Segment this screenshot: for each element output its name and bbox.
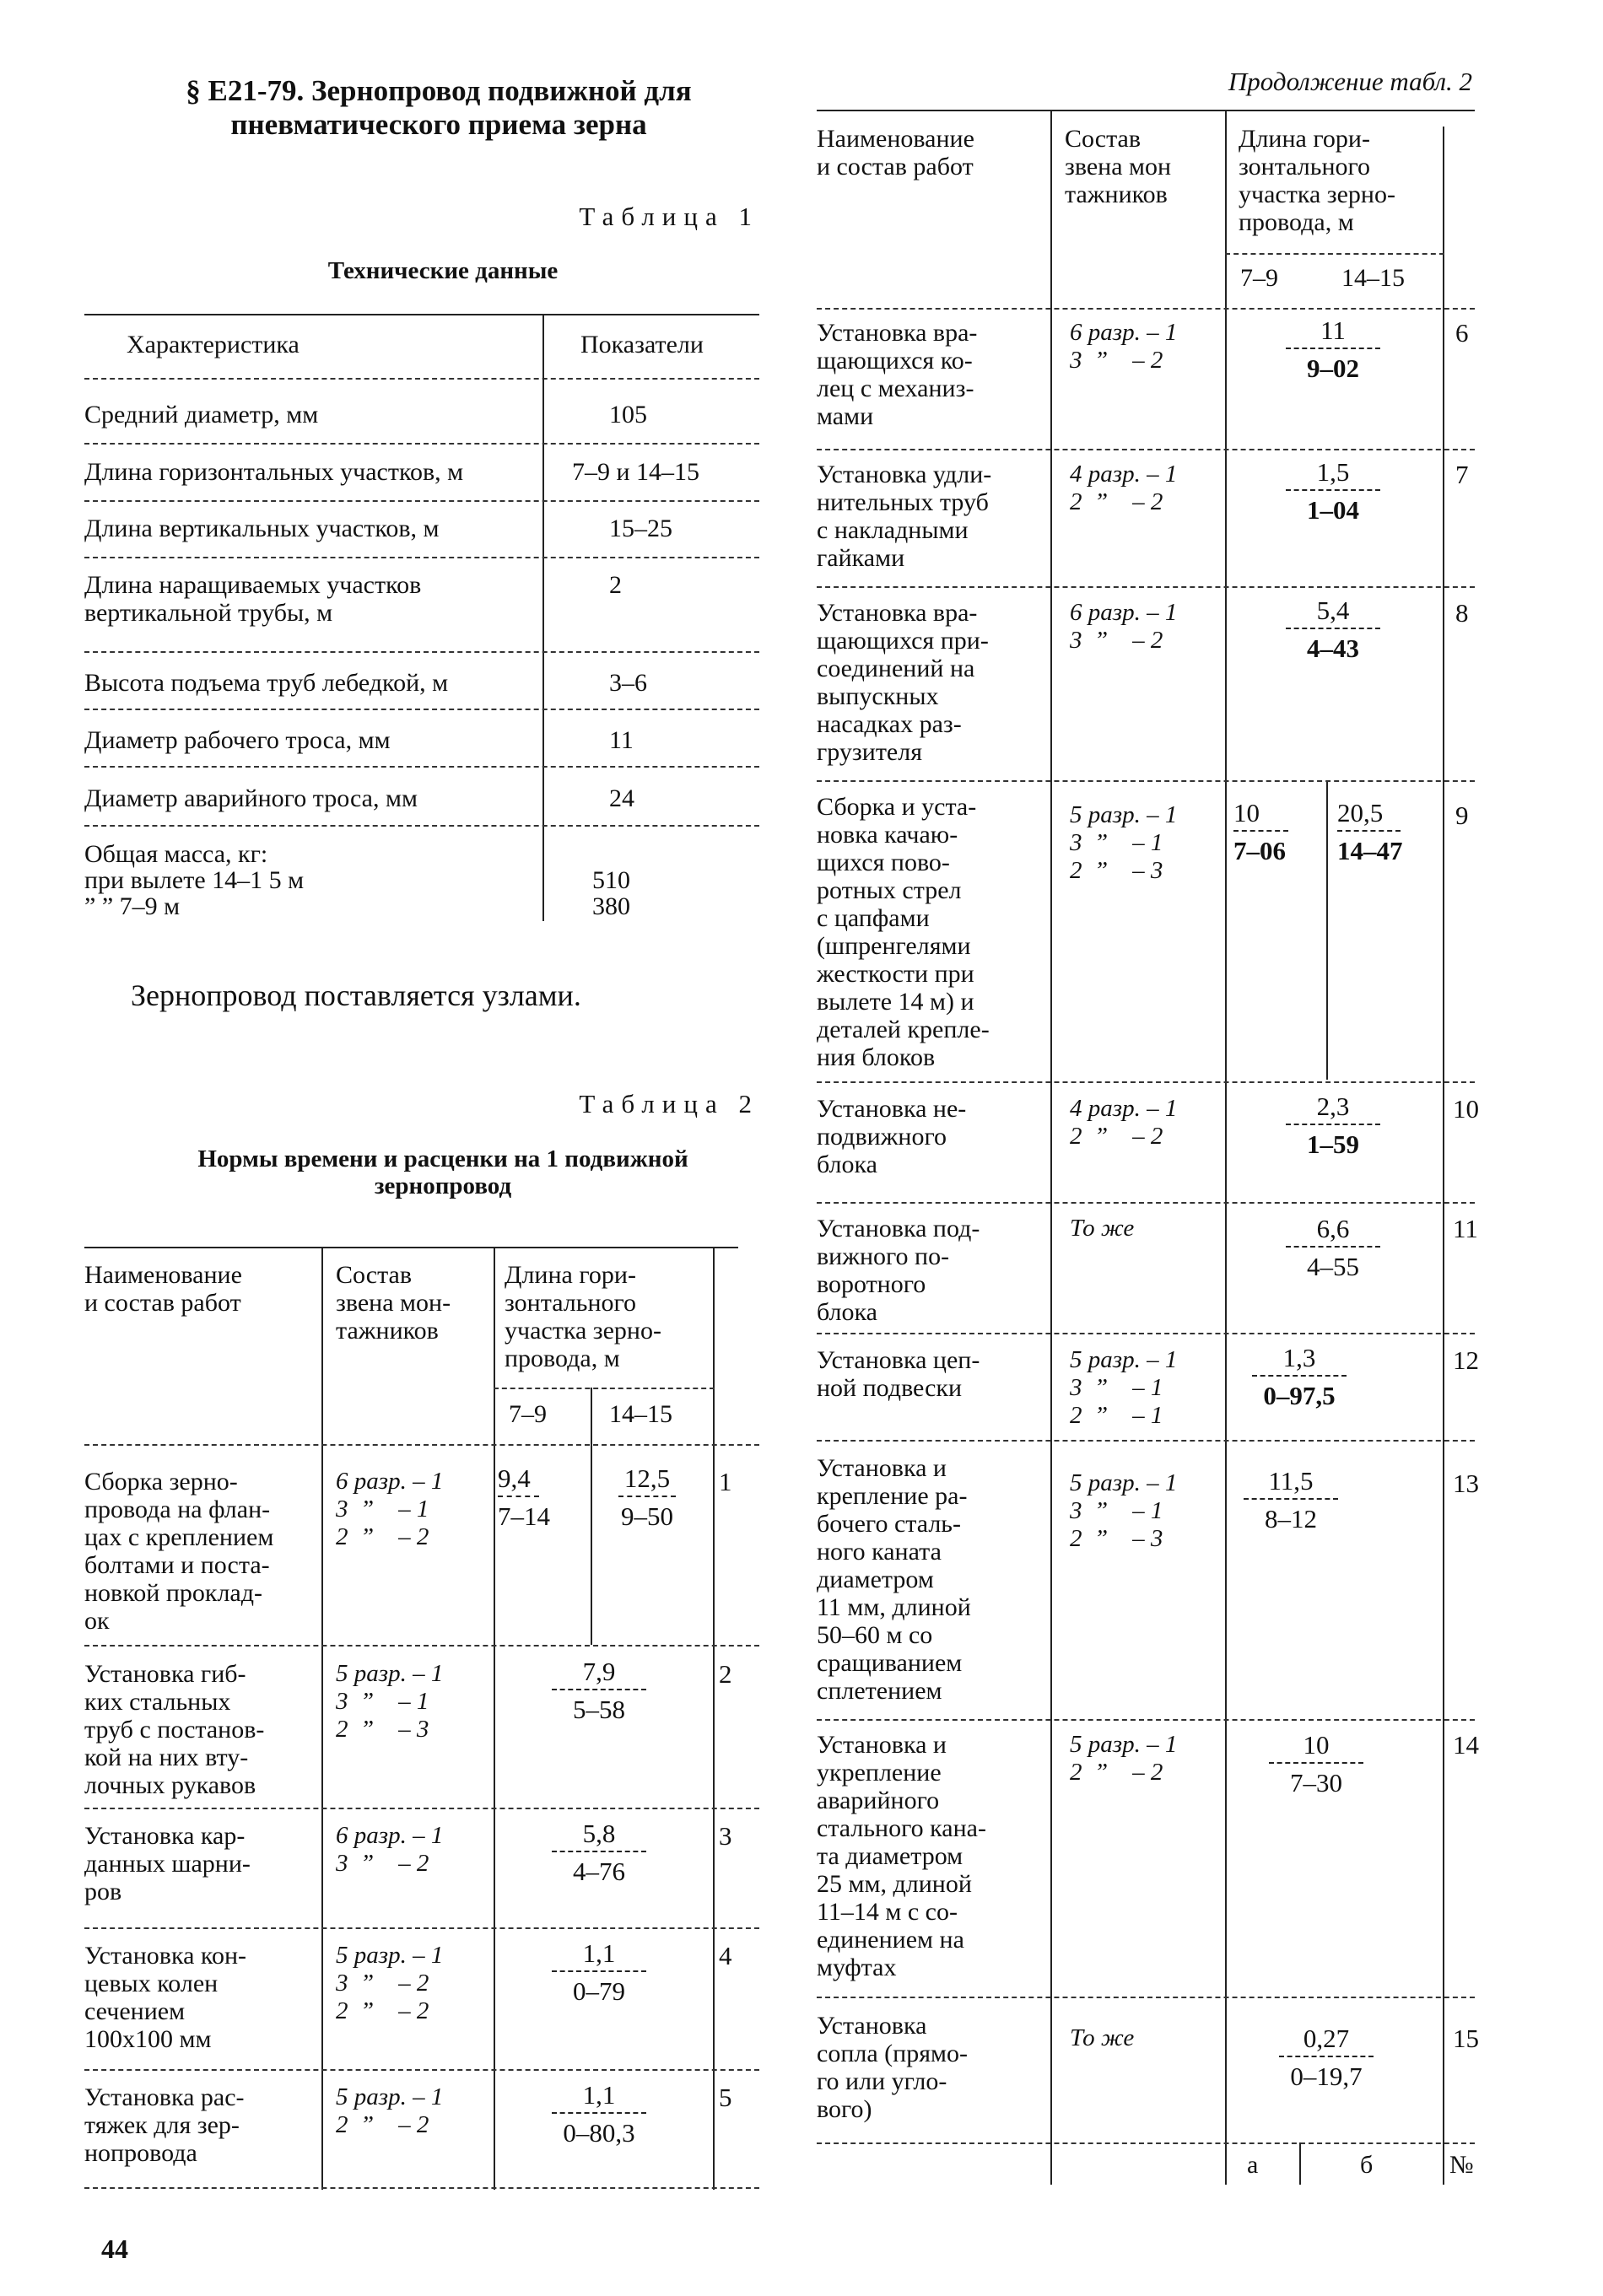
table2-row-norm — [1250, 2024, 1402, 2091]
table1-row-name: Длина горизонтальных участков, м — [84, 458, 464, 486]
table2-row-number: 4 — [719, 1941, 732, 1970]
footer-col-no: № — [1449, 2151, 1474, 2179]
table2-row-crew: 6 разр. – 1 3 ” – 2 — [1070, 599, 1178, 654]
table2-header-length: Длина гори- зонтального участка зерно- провода, м — [505, 1261, 661, 1372]
table2-row-norm-b — [601, 1464, 694, 1531]
norm-hours: 2,3 — [1316, 1091, 1350, 1121]
norm-hours: 5,8 — [582, 1819, 616, 1848]
table2-row-norm-b — [1337, 799, 1434, 865]
table2-cont-header-rule — [817, 308, 1475, 310]
table2-row-crew: 5 разр. – 1 3 ” – 1 2 ” – 3 — [1070, 801, 1178, 884]
table2-top-rule — [84, 1247, 738, 1248]
table2-row-number: 10 — [1453, 1094, 1479, 1124]
table1-row-value: 3–6 — [609, 669, 647, 697]
norm-hours: 10 — [1233, 798, 1260, 827]
table2-row-number: 1 — [719, 1467, 732, 1496]
table2-row-crew: 5 разр. – 1 3 ” – 2 2 ” – 2 — [336, 1942, 444, 2024]
table1-row-name: Средний диаметр, мм — [84, 401, 319, 428]
table2-row-crew: 5 разр. – 1 2 ” – 2 — [336, 2083, 444, 2138]
table2-label: Таблица 2 — [579, 1089, 759, 1118]
norm-hours: 9,4 — [498, 1463, 531, 1493]
table2-row-crew: 6 разр. – 1 3 ” – 2 — [336, 1822, 444, 1877]
continuation-label: Продолжение табл. 2 — [1228, 67, 1472, 96]
table1-row-value: 11 — [609, 726, 634, 754]
table1-row-value: 2 — [609, 571, 622, 599]
table2-cont-divider-sub-a-b — [1326, 780, 1328, 1080]
table1-row-rule — [84, 443, 759, 445]
table2-row-number: 9 — [1455, 800, 1469, 830]
norm-price: 14–47 — [1337, 836, 1403, 865]
table2-cont-row-rule — [817, 1202, 1475, 1204]
norm-hours: 6,6 — [1316, 1214, 1350, 1243]
table2-cont-row-rule — [817, 1997, 1475, 1998]
table1-row-name: Длина вертикальных участков, м — [84, 515, 440, 542]
table2-row-norm — [1257, 1092, 1409, 1159]
table2-row-crew: 5 разр. – 1 2 ” – 2 — [1070, 1731, 1178, 1786]
table2-cont-bottom-rule — [817, 2142, 1475, 2144]
norm-hours: 1,3 — [1282, 1343, 1316, 1372]
table1-row-value: 24 — [609, 784, 634, 812]
table2-row-norm — [523, 1819, 675, 1886]
footer-col-a: а — [1247, 2151, 1259, 2179]
table2-row-number: 2 — [719, 1659, 732, 1689]
table2-row-crew: 5 разр. – 1 3 ” – 1 2 ” – 3 — [336, 1660, 444, 1743]
table2-cont-header-length: Длина гори- зонтального участка зерно- провода, м — [1239, 125, 1395, 236]
norm-price: 7–14 — [498, 1501, 550, 1531]
table2-row-name: Установка сопла (прямо- го или угло- вого) — [817, 2012, 968, 2123]
table2-row-name: Установка кон- цевых колен сечением 100х100 мм — [84, 1942, 246, 2053]
table1-row-rule — [84, 557, 759, 558]
norm-price: 1–04 — [1307, 495, 1359, 525]
table2-row-name: Установка и укрепление аварийного стального кана- та диаметром 25 мм, длиной 11–14 м с со- единением на муфтах — [817, 1731, 986, 1981]
table2-divider-name-crew — [321, 1247, 323, 2190]
table1-row-rule — [84, 766, 759, 768]
table2-divider-sub-a-b — [591, 1388, 592, 1645]
section-title: § Е21-79. Зернопровод подвижной для пневматического приема зерна — [186, 74, 692, 141]
norm-hours: 1,1 — [582, 1938, 616, 1968]
table2-row-number: 5 — [719, 2083, 732, 2112]
table1-header-characteristic: Характеристика — [127, 331, 300, 358]
table2-row-norm — [523, 2081, 675, 2148]
table2-cont-row-rule — [817, 1333, 1475, 1334]
table2-header-name: Наименование и состав работ — [84, 1261, 242, 1317]
norm-price: 4–76 — [573, 1857, 625, 1886]
norm-hours: 0,27 — [1303, 2024, 1350, 2053]
table1-header-rule — [84, 378, 759, 380]
delivery-note: Зернопровод поставляется узлами. — [131, 978, 581, 1012]
table2-row-crew: 6 разр. – 1 3 ” – 2 — [1070, 319, 1178, 374]
norm-price: 0–80,3 — [563, 2118, 635, 2148]
table2-row-crew: 5 разр. – 1 3 ” – 1 2 ” – 1 — [1070, 1346, 1178, 1429]
table2-row-crew: 5 разр. – 1 3 ” – 1 2 ” – 3 — [1070, 1469, 1178, 1552]
table1-row-name: Общая масса, кг: при вылете 14–1 5 м ” ” 7–9 м — [84, 840, 305, 920]
table1-row-rule — [84, 500, 759, 502]
table2-row-number: 6 — [1455, 318, 1469, 348]
table2-row-name: Установка и крепление ра- бочего сталь- ного каната диаметром 11 мм, длиной 50–60 м со сращиванием сплетением — [817, 1454, 971, 1705]
table2-cont-row-rule — [817, 449, 1475, 450]
table1-label: Таблица 1 — [579, 202, 759, 231]
table2-row-name: Установка под- вижного по- воротного блока — [817, 1215, 980, 1326]
table2-row-number: 8 — [1455, 598, 1469, 628]
norm-price: 1–59 — [1307, 1129, 1359, 1159]
norm-hours: 11 — [1320, 315, 1346, 345]
table2-caption: Нормы времени и расценки на 1 подвижной зернопровод — [197, 1145, 688, 1199]
table2-row-number: 14 — [1453, 1730, 1479, 1760]
norm-price: 8–12 — [1265, 1504, 1317, 1533]
table2-subheader-rule — [494, 1388, 715, 1389]
table2-row-number: 7 — [1455, 460, 1469, 489]
table2-row-norm — [1215, 1467, 1367, 1533]
norm-price: 4–43 — [1307, 633, 1359, 663]
table2-row-norm — [1257, 596, 1409, 663]
norm-hours: 7,9 — [582, 1657, 616, 1686]
table2-row-number: 13 — [1453, 1469, 1479, 1498]
norm-price: 0–97,5 — [1263, 1381, 1336, 1410]
table2-cont-header-crew: Состав звена мон тажников — [1065, 125, 1172, 208]
table2-row-rule — [84, 1645, 759, 1647]
table1-row-value: 510 380 — [592, 866, 630, 920]
table2-cont-row-rule — [817, 1719, 1475, 1721]
table2-row-norm-a — [1233, 799, 1318, 865]
norm-hours: 12,5 — [623, 1463, 671, 1493]
table2-cont-row-rule — [817, 780, 1475, 782]
table2-row-norm — [1257, 316, 1409, 383]
table2-row-name: Установка гиб- ких стальных труб с постанов- кой на них вту- лочных рукавов — [84, 1660, 265, 1799]
norm-price: 5–58 — [573, 1695, 625, 1724]
table2-row-name: Установка кар- данных шарни- ров — [84, 1822, 251, 1905]
table2-row-crew: 4 разр. – 1 2 ” – 2 — [1070, 461, 1178, 515]
norm-hours: 11,5 — [1268, 1466, 1314, 1496]
table2-row-norm — [1240, 1731, 1392, 1797]
table2-cont-row-rule — [817, 586, 1475, 588]
table2-row-number: 15 — [1453, 2024, 1479, 2053]
table1-header-value: Показатели — [580, 331, 704, 358]
norm-hours: 1,5 — [1316, 457, 1350, 487]
page-number: 44 — [101, 2234, 128, 2264]
table2-row-norm — [1257, 458, 1409, 525]
table2-row-number: 11 — [1453, 1214, 1478, 1243]
table2-header-rule — [84, 1444, 759, 1446]
table2-row-name: Установка вра- щающихся при- соединений на выпускных насадках раз- грузителя — [817, 599, 989, 766]
table2-row-rule — [84, 1927, 759, 1929]
norm-hours: 20,5 — [1337, 798, 1384, 827]
table2-row-norm — [1257, 1215, 1409, 1281]
table2-row-rule — [84, 1808, 759, 1809]
table2-header-sub-b: 14–15 — [609, 1400, 672, 1428]
norm-price: 9–50 — [621, 1501, 673, 1531]
table2-row-name: Установка вра- щающихся ко- лец с механиз- мами — [817, 319, 978, 430]
table1-row-rule — [84, 651, 759, 653]
table2-row-rule — [84, 2069, 759, 2071]
table2-row-crew: То же — [1070, 2024, 1135, 2051]
table1-caption: Технические данные — [327, 257, 559, 284]
table2-cont-divider-name-crew — [1050, 110, 1052, 2185]
table2-row-name: Сборка и уста- новка качаю- щихся пово- ротных стрел с цапфами (шпренгелями жесткости при вылете 14 м) и деталей крепле- ния блоков — [817, 793, 990, 1071]
table1-row-value: 105 — [609, 401, 647, 428]
table2-cont-divider-crew-values — [1225, 110, 1227, 2185]
table2-row-name: Установка удли- нительных труб с накладными гайками — [817, 461, 992, 572]
table2-row-number: 3 — [719, 1821, 732, 1851]
norm-hours: 5,4 — [1316, 596, 1350, 625]
norm-hours: 1,1 — [582, 2080, 616, 2110]
table2-row-number: 12 — [1453, 1345, 1479, 1375]
norm-price: 0–19,7 — [1290, 2062, 1363, 2091]
norm-price: 4–55 — [1307, 1252, 1359, 1281]
norm-hours: 10 — [1303, 1730, 1330, 1760]
table2-cont-subheader-rule — [1225, 253, 1444, 255]
footer-col-b: б — [1360, 2151, 1374, 2179]
footer-divider — [1299, 2142, 1301, 2185]
table2-row-crew: 4 разр. – 1 2 ” – 2 — [1070, 1095, 1178, 1150]
table2-cont-divider-values-no — [1443, 127, 1444, 2185]
table2-cont-header-sub-b: 14–15 — [1341, 264, 1405, 292]
table2-header-sub-a: 7–9 — [509, 1400, 547, 1428]
table2-row-name: Установка цеп- ной подвески — [817, 1346, 980, 1402]
table1-top-rule — [84, 314, 759, 315]
table2-row-crew: 6 разр. – 1 3 ” – 1 2 ” – 2 — [336, 1468, 444, 1550]
table2-row-norm — [1223, 1344, 1375, 1410]
table2-bottom-rule — [84, 2187, 759, 2189]
table1-row-value: 15–25 — [609, 515, 672, 542]
norm-price: 9–02 — [1307, 353, 1359, 383]
table1-row-rule — [84, 825, 759, 827]
table2-row-norm — [523, 1657, 675, 1724]
table2-row-norm — [523, 1939, 675, 2006]
table1-row-name: Высота подъема труб лебедкой, м — [84, 669, 449, 697]
table1-row-name: Длина наращиваемых участков вертикальной трубы, м — [84, 571, 422, 627]
norm-price: 7–30 — [1290, 1768, 1342, 1797]
norm-price: 7–06 — [1233, 836, 1286, 865]
table2-cont-header-sub-a: 7–9 — [1240, 264, 1278, 292]
table2-row-norm-a — [498, 1464, 557, 1531]
table2-cont-row-rule — [817, 1440, 1475, 1442]
table2-header-crew: Состав звена мон- тажников — [336, 1261, 451, 1345]
table1-row-name: Диаметр аварийного троса, мм — [84, 784, 418, 812]
table1-row-name: Диаметр рабочего троса, мм — [84, 726, 391, 754]
table2-row-name: Установка рас- тяжек для зер- нопровода — [84, 2083, 245, 2167]
table2-row-name: Сборка зерно- провода на флан- цах с креплением болтами и поста- новкой проклад- ок — [84, 1468, 274, 1635]
norm-price: 0–79 — [573, 1976, 625, 2006]
table2-cont-row-rule — [817, 1081, 1475, 1083]
table1-row-rule — [84, 709, 759, 710]
table2-row-crew: То же — [1070, 1215, 1135, 1242]
table1-row-value: 7–9 и 14–15 — [572, 458, 700, 486]
table2-cont-header-name: Наименование и состав работ — [817, 125, 974, 181]
table2-cont-top-rule — [817, 110, 1475, 111]
table2-row-name: Установка не- подвижного блока — [817, 1095, 967, 1178]
